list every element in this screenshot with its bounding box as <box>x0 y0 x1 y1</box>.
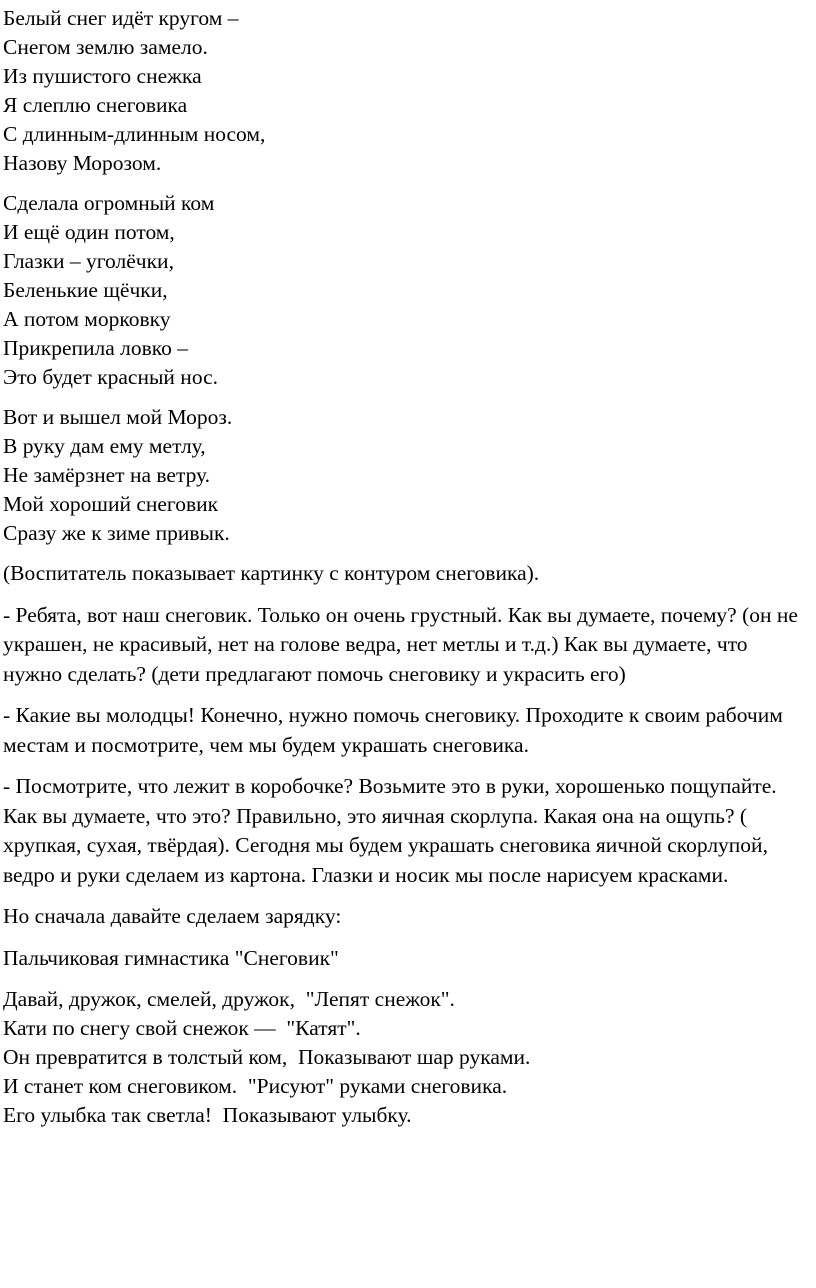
poem-line: Беленькие щёчки, <box>3 278 168 302</box>
dialogue-paragraph: - Ребята, вот наш снеговик. Только он очень грустный. Как вы думаете, почему? (он не украшен, не красивый, нет на голове ведра, нет метлы и т.д.) Как вы думаете, что нужно сделать? (дети предлагают помочь снеговику и украсить его) <box>3 602 798 686</box>
poem-line: В руку дам ему метлу, <box>3 434 206 458</box>
poem-line: Снегом землю замело. <box>3 35 208 59</box>
poem-line: Сделала огромный ком <box>3 191 215 215</box>
poem-line: Из пушистого снежка <box>3 64 202 88</box>
poem-stanza-2 <box>3 189 800 392</box>
poem-line: А потом морковку <box>3 307 171 331</box>
poem-line: С длинным-длинным носом, <box>3 122 266 146</box>
poem-line: Прикрепила ловко – <box>3 336 189 360</box>
gymnastics-line: Кати по снегу свой снежок — "Катят". <box>3 1016 361 1040</box>
poem-line: Вот и вышел мой Мороз. <box>3 405 233 429</box>
poem-line: Белый снег идёт кругом – <box>3 6 239 30</box>
poem-line: Глазки – уголёчки, <box>3 249 174 273</box>
poem-line: Мой хороший снеговик <box>3 492 219 516</box>
dialogue-paragraph: - Какие вы молодцы! Конечно, нужно помочь снеговику. Проходите к своим рабочим местам и посмотрите, чем мы будем украшать снеговика. <box>3 703 783 757</box>
poem-line: Не замёрзнет на ветру. <box>3 463 211 487</box>
poem-stanza-1 <box>3 4 800 178</box>
poem-stanza-3 <box>3 403 800 548</box>
teacher-note-paragraph: (Воспитатель показывает картинку с контуром снеговика). <box>3 561 540 585</box>
gymnastics-line: И станет ком снеговиком. "Рисуют" руками снеговика. <box>3 1074 508 1098</box>
instruction-paragraph: Но сначала давайте сделаем зарядку: <box>3 904 342 928</box>
gymnastics-line: Он превратится в толстый ком, Показывают шар руками. <box>3 1045 531 1069</box>
section-heading: Пальчиковая гимнастика "Снеговик" <box>3 945 339 970</box>
gymnastics-line: Давай, дружок, смелей, дружок, "Лепят снежок". <box>3 987 455 1011</box>
poem-line: Назову Морозом. <box>3 151 162 175</box>
gymnastics-verse <box>3 985 800 1130</box>
poem-line: И ещё один потом, <box>3 220 175 244</box>
poem-line: Сразу же к зиме привык. <box>3 521 230 545</box>
poem-line: Я слеплю снеговика <box>3 93 188 117</box>
dialogue-paragraph: - Посмотрите, что лежит в коробочке? Возьмите это в руки, хорошенько пощупайте. Как вы думаете, что это? Правильно, это яичная скорлупа. Какая она на ощупь? ( хрупкая, сухая, твёрдая). Сегодня мы будем украшать снеговика яичной скорлупой, ведро и руки сделаем из картона. Глазки и носик мы после нарисуем красками. <box>3 774 777 887</box>
gymnastics-line: Его улыбка так светла! Показывают улыбку. <box>3 1103 412 1127</box>
poem-line: Это будет красный нос. <box>3 365 219 389</box>
